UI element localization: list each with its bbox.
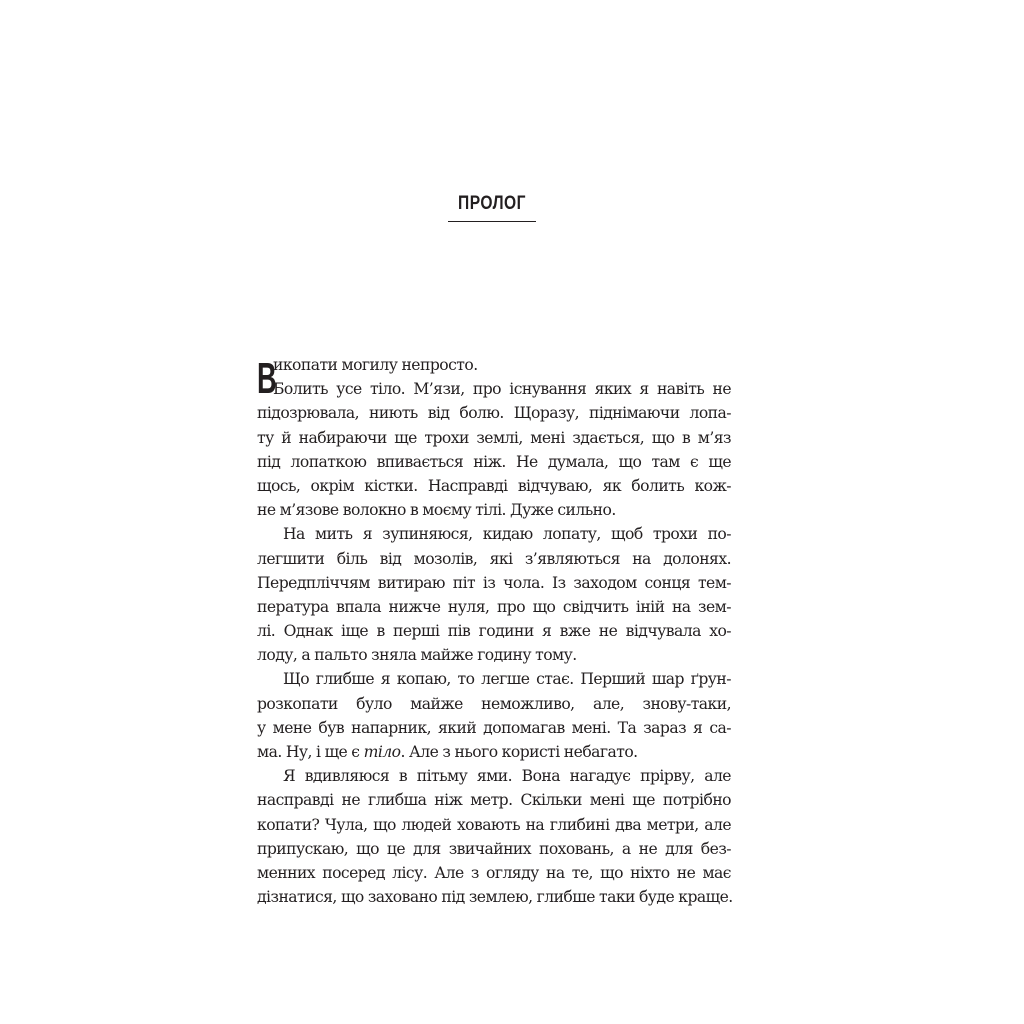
text-line: лі. Однак іще в перші пів години я вже не відчувала хо- [257, 622, 731, 641]
text-line: щось, окрім кістки. Насправді відчуваю, як болить кож- [257, 476, 731, 495]
text-line: Що глибше я копаю, то легше стає. Перший шар ґрун- [283, 670, 731, 689]
text-line: не м’язове волокно в моєму тілі. Дуже сильно. [257, 501, 616, 520]
drop-cap: В [257, 354, 277, 403]
text-line: насправді не глибша ніж метр. Скільки мені ще потрібно [257, 791, 731, 810]
text-line: підозрювала, ниють від болю. Щоразу, піднімаючи лопа- [257, 404, 731, 423]
text-line: припускаю, що це для звичайних поховань, а не для без- [257, 839, 731, 858]
text-line: менних посеред лісу. Але з огляду на те, що ніхто не має [257, 863, 731, 882]
text-line: у мене був напарник, який допомагав мені. Та зараз я са- [257, 718, 731, 737]
text-line: икопати могилу непросто. [273, 356, 478, 374]
text-line: дізнатися, що заховано під землею, глибше таки буде краще. [257, 888, 733, 907]
text-segment: ма. Ну, і ще є [257, 743, 364, 761]
text-line: На мить я зупиняюся, кидаю лопату, щоб трохи по- [283, 525, 731, 544]
text-line-with-italic [257, 740, 731, 764]
text-line: Передпліччям витираю піт із чола. Із заходом сонця тем- [257, 573, 731, 592]
text-line: розкопати було майже неможливо, але, знову-таки, [257, 694, 731, 713]
title-underline [448, 221, 536, 222]
text-line: під лопаткою впивається ніж. Не думала, що там є ще [257, 452, 731, 471]
chapter-title: ПРОЛОГ [458, 193, 526, 214]
text-line: ту й набираючи ще трохи землі, мені здається, що в м’яз [257, 428, 731, 447]
text-line: пература впала нижче нуля, про що свідчить іній на зем- [257, 597, 731, 616]
text-line: легшити біль від мозолів, які з’являються на долонях. [257, 549, 731, 568]
italic-word: тіло [363, 743, 401, 761]
text-segment: . Але з нього користі небагато. [400, 743, 638, 761]
text-line: лоду, а пальто зняла майже годину тому. [257, 646, 577, 665]
chapter-heading-block [448, 192, 536, 222]
body-text [257, 353, 731, 909]
text-line: Болить усе тіло. М’язи, про існування яких я навіть не [273, 380, 731, 399]
text-line: копати? Чула, що людей ховають на глибині два метри, але [257, 815, 731, 834]
text-line: Я вдивляюся в пітьму ями. Вона нагадує прірву, але [283, 767, 731, 786]
